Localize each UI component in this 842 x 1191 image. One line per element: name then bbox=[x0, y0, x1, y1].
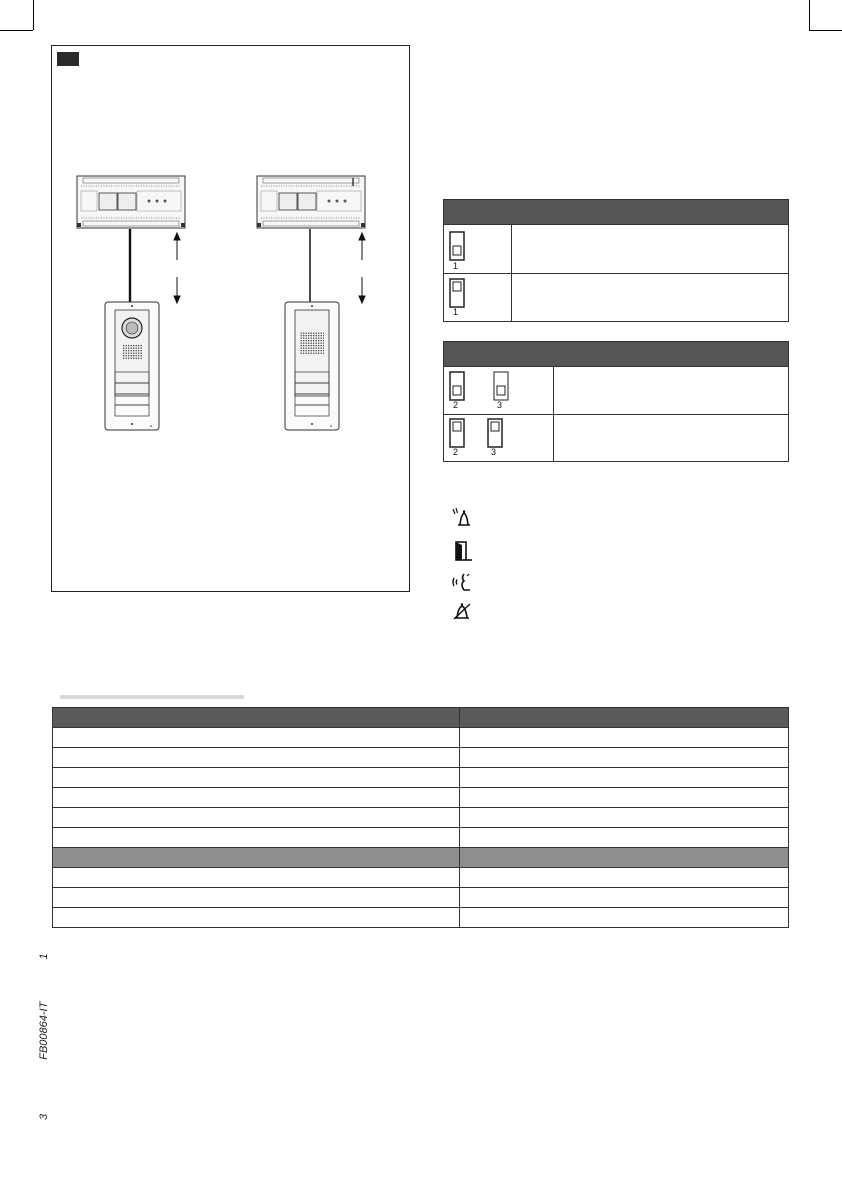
dip-switch-2-down bbox=[449, 371, 469, 401]
dip-table-1-row bbox=[444, 224, 788, 274]
dip-table-1-row bbox=[444, 273, 788, 322]
call-bell-icon bbox=[450, 505, 474, 529]
dip-table-1-header bbox=[444, 200, 788, 224]
power-supply-left bbox=[77, 176, 185, 228]
table-cell bbox=[460, 908, 789, 928]
dip-switch-2-up bbox=[449, 418, 469, 448]
table-cell bbox=[53, 868, 460, 888]
dip-switch-label: 3 bbox=[497, 400, 503, 410]
bell-off-icon bbox=[450, 598, 474, 622]
table-cell bbox=[53, 708, 460, 728]
table-cell bbox=[460, 788, 789, 808]
wiring-diagram bbox=[52, 46, 409, 591]
table-row bbox=[53, 868, 789, 888]
table-cell bbox=[460, 748, 789, 768]
table-subheader-row bbox=[53, 848, 789, 868]
table-cell bbox=[460, 808, 789, 828]
door-open-icon bbox=[450, 539, 474, 563]
dip-switch-3-down bbox=[493, 371, 513, 401]
door-panel-right bbox=[285, 302, 339, 430]
table-cell bbox=[460, 768, 789, 788]
dip-switch-label: 3 bbox=[491, 447, 497, 457]
table-cell bbox=[53, 828, 460, 848]
dip-switch-1-up bbox=[449, 278, 469, 308]
table-row bbox=[53, 728, 789, 748]
revision-number: 1 bbox=[38, 953, 50, 960]
table-cell bbox=[460, 828, 789, 848]
section-title-placeholder bbox=[60, 695, 244, 699]
table-row bbox=[53, 908, 789, 928]
dip-table-2-row bbox=[444, 366, 788, 415]
table-cell bbox=[460, 708, 789, 728]
crop-mark-top-left-v bbox=[33, 0, 34, 30]
table-header-row bbox=[53, 708, 789, 728]
power-supply-right bbox=[257, 176, 365, 228]
dip-switch-table-1 bbox=[443, 199, 789, 322]
dip-table-2-row bbox=[444, 414, 788, 462]
table-cell bbox=[460, 728, 789, 748]
doc-code: FB00864-IT bbox=[38, 1001, 50, 1060]
page-number: 3 bbox=[38, 1113, 50, 1120]
table-cell bbox=[53, 848, 460, 868]
table-row bbox=[53, 808, 789, 828]
table-cell bbox=[53, 888, 460, 908]
dip-switch-3-up bbox=[487, 418, 507, 448]
table-row bbox=[53, 768, 789, 788]
audio-call-icon bbox=[450, 570, 474, 594]
table-row bbox=[53, 788, 789, 808]
table-cell bbox=[53, 728, 460, 748]
table-cell bbox=[460, 888, 789, 908]
table-cell bbox=[53, 808, 460, 828]
dip-switch-label: 1 bbox=[453, 307, 459, 317]
dip-switch-label: 2 bbox=[453, 447, 459, 457]
table-row bbox=[53, 888, 789, 908]
crop-mark-top-left-h bbox=[0, 30, 33, 31]
door-panel-left bbox=[105, 302, 159, 430]
table-cell bbox=[460, 848, 789, 868]
table-cell bbox=[460, 868, 789, 888]
dip-switch-label: 2 bbox=[453, 400, 459, 410]
table-cell bbox=[53, 908, 460, 928]
table-row bbox=[53, 828, 789, 848]
table-cell bbox=[53, 748, 460, 768]
dip-table-2-header bbox=[444, 342, 788, 366]
technical-specs-table bbox=[52, 707, 789, 928]
table-row bbox=[53, 748, 789, 768]
table-cell bbox=[53, 768, 460, 788]
dip-switch-1-down bbox=[449, 231, 469, 261]
dip-switch-table-2 bbox=[443, 341, 789, 462]
figure-frame bbox=[51, 45, 410, 592]
crop-mark-top-right-h bbox=[809, 30, 842, 31]
page-footer-vertical bbox=[38, 953, 50, 1120]
table-cell bbox=[53, 788, 460, 808]
dip-switch-label: 1 bbox=[453, 261, 459, 271]
crop-mark-top-right-v bbox=[809, 0, 810, 30]
